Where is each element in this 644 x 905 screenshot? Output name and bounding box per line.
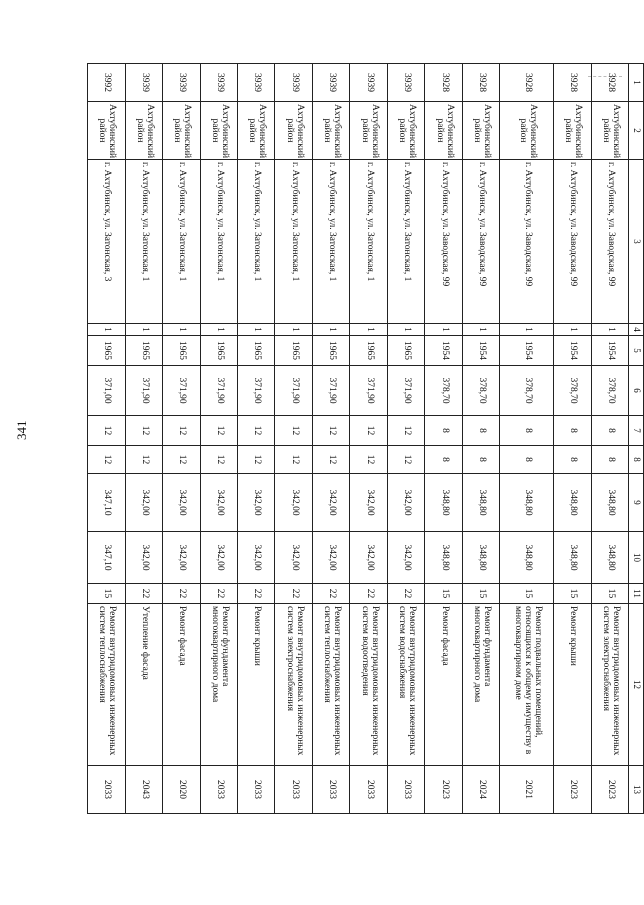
repair-schedule-table: [87, 63, 644, 814]
cell-total-area: 378,70: [591, 366, 628, 416]
cell-district: Ахтубинский район: [387, 102, 424, 160]
cell-year-planned: 2024: [462, 766, 499, 814]
cell-owned-area: 342,00: [312, 532, 349, 584]
table-row: [125, 64, 162, 814]
cell-id: 3939: [350, 64, 387, 102]
table-row: [163, 64, 200, 814]
cell-total-area: 371,90: [200, 366, 237, 416]
cell-year-planned: 2033: [275, 766, 312, 814]
table-row: [275, 64, 312, 814]
cell-total-area: 371,90: [312, 366, 349, 416]
column-number-8: 8: [629, 446, 644, 474]
cell-id: 3939: [163, 64, 200, 102]
cell-owned-area: 348,80: [425, 532, 462, 584]
column-number-13: 13: [629, 766, 644, 814]
cell-total-area: 371,90: [387, 366, 424, 416]
cell-owned-flats: 12: [163, 446, 200, 474]
cell-owned-area: 342,00: [350, 532, 387, 584]
cell-total-area: 378,70: [425, 366, 462, 416]
cell-district: Ахтубинский район: [163, 102, 200, 160]
cell-owned-area: 347,10: [88, 532, 126, 584]
cell-owned-area: 348,80: [500, 532, 554, 584]
cell-work-type: Ремонт фундамента многоквартирного дома: [200, 604, 237, 766]
cell-floors: 1: [163, 324, 200, 336]
cell-district: Ахтубинский район: [125, 102, 162, 160]
cell-district: Ахтубинский район: [350, 102, 387, 160]
cell-work-type: Ремонт фундамента многоквартирного дома: [462, 604, 499, 766]
cell-owned-flats: 8: [591, 446, 628, 474]
cell-owned-area: 348,80: [591, 532, 628, 584]
cell-owned-flats: 12: [350, 446, 387, 474]
cell-district: Ахтубинский район: [200, 102, 237, 160]
cell-year-planned: 2023: [425, 766, 462, 814]
cell-year-planned: 2043: [125, 766, 162, 814]
cell-living-area: 348,80: [462, 474, 499, 532]
cell-year: 1965: [200, 336, 237, 366]
cell-floors: 1: [200, 324, 237, 336]
cell-owned-flats: 12: [125, 446, 162, 474]
cell-work-type: Ремонт крыши: [238, 604, 275, 766]
cell-living-area: 342,00: [275, 474, 312, 532]
cell-floors: 1: [88, 324, 126, 336]
cell-total-area: 371,90: [238, 366, 275, 416]
table-row: [200, 64, 237, 814]
cell-year: 1965: [238, 336, 275, 366]
cell-year: 1954: [425, 336, 462, 366]
cell-owned-area: 342,00: [387, 532, 424, 584]
cell-owned-flats: 12: [88, 446, 126, 474]
cell-residents: 22: [200, 584, 237, 604]
cell-year: 1954: [591, 336, 628, 366]
cell-residents: 22: [275, 584, 312, 604]
cell-residents: 22: [125, 584, 162, 604]
column-number-5: 5: [629, 336, 644, 366]
cell-total-area: 371,90: [163, 366, 200, 416]
cell-residents: 22: [350, 584, 387, 604]
cell-year: 1965: [312, 336, 349, 366]
column-number-7: 7: [629, 416, 644, 446]
rotated-table-container: [0, 63, 644, 799]
cell-flats: 8: [425, 416, 462, 446]
cell-id: 3939: [312, 64, 349, 102]
cell-district: Ахтубинский район: [312, 102, 349, 160]
cell-district: Ахтубинский район: [425, 102, 462, 160]
cell-flats: 12: [238, 416, 275, 446]
cell-address: г. Ахтубинск, ул. Заводская, 99: [425, 160, 462, 324]
cell-work-type: Ремонт внутридомовых инженерных систем электроснабжения: [591, 604, 628, 766]
cell-floors: 1: [350, 324, 387, 336]
cell-owned-area: 342,00: [275, 532, 312, 584]
cell-address: г. Ахтубинск, ул. Затонская, 1: [312, 160, 349, 324]
cell-owned-area: 348,80: [462, 532, 499, 584]
table-row: [387, 64, 424, 814]
cell-work-type: Ремонт внутридомовых инженерных систем теплоснабжения: [312, 604, 349, 766]
cell-id: 3928: [591, 64, 628, 102]
cell-year: 1965: [88, 336, 126, 366]
cell-year: 1954: [462, 336, 499, 366]
cell-flats: 12: [200, 416, 237, 446]
cell-flats: 12: [163, 416, 200, 446]
cell-owned-area: 348,80: [554, 532, 591, 584]
table-row: [425, 64, 462, 814]
table-body: [88, 64, 629, 814]
cell-address: г. Ахтубинск, ул. Затонская, 1: [275, 160, 312, 324]
column-number-12: 12: [629, 604, 644, 766]
cell-floors: 1: [238, 324, 275, 336]
column-number-row: [629, 64, 644, 814]
cell-total-area: 378,70: [500, 366, 554, 416]
table-row: [554, 64, 591, 814]
cell-flats: 8: [591, 416, 628, 446]
cell-work-type: Ремонт фасада: [425, 604, 462, 766]
cell-floors: 1: [591, 324, 628, 336]
cell-address: г. Ахтубинск, ул. Затонская, 1: [200, 160, 237, 324]
cell-year: 1965: [163, 336, 200, 366]
cell-floors: 1: [425, 324, 462, 336]
cell-owned-flats: 12: [387, 446, 424, 474]
cell-residents: 15: [425, 584, 462, 604]
table-row: [500, 64, 554, 814]
cell-flats: 12: [125, 416, 162, 446]
cell-floors: 1: [387, 324, 424, 336]
cell-year: 1954: [554, 336, 591, 366]
table-row: [88, 64, 126, 814]
cell-owned-area: 342,00: [163, 532, 200, 584]
column-number-4: 4: [629, 324, 644, 336]
cell-district: Ахтубинский район: [238, 102, 275, 160]
cell-id: 3992: [88, 64, 126, 102]
cell-flats: 8: [462, 416, 499, 446]
cell-flats: 12: [387, 416, 424, 446]
cell-living-area: 342,00: [312, 474, 349, 532]
cell-address: г. Ахтубинск, ул. Заводская, 99: [591, 160, 628, 324]
cell-district: Ахтубинский район: [500, 102, 554, 160]
cell-floors: 1: [125, 324, 162, 336]
cell-work-type: Ремонт внутридомовых инженерных систем водоотведения: [350, 604, 387, 766]
column-number-6: 6: [629, 366, 644, 416]
cell-work-type: Ремонт подвальных помещений, относящихся к общему имуществу в многоквартирном доме: [500, 604, 554, 766]
cell-total-area: 378,70: [462, 366, 499, 416]
cell-work-type: Ремонт внутридомовых инженерных систем теплоснабжения: [88, 604, 126, 766]
cell-year-planned: 2033: [387, 766, 424, 814]
table-row: [312, 64, 349, 814]
column-number-11: 11: [629, 584, 644, 604]
cell-flats: 12: [88, 416, 126, 446]
cell-floors: 1: [554, 324, 591, 336]
cell-residents: 15: [554, 584, 591, 604]
cell-id: 3928: [462, 64, 499, 102]
cell-residents: 22: [238, 584, 275, 604]
cell-year: 1954: [500, 336, 554, 366]
cell-living-area: 342,00: [200, 474, 237, 532]
cell-living-area: 342,00: [163, 474, 200, 532]
cell-owned-area: 342,00: [238, 532, 275, 584]
cell-year: 1965: [125, 336, 162, 366]
cell-id: 3939: [275, 64, 312, 102]
cell-address: г. Ахтубинск, ул. Затонская, 1: [163, 160, 200, 324]
cell-flats: 12: [275, 416, 312, 446]
cell-owned-flats: 12: [275, 446, 312, 474]
table-row: [462, 64, 499, 814]
cell-id: 3928: [554, 64, 591, 102]
cell-owned-flats: 8: [462, 446, 499, 474]
cell-address: г. Ахтубинск, ул. Затонская, 1: [350, 160, 387, 324]
column-number-2: 2: [629, 102, 644, 160]
table-row: [238, 64, 275, 814]
table-row: [350, 64, 387, 814]
cell-total-area: 378,70: [554, 366, 591, 416]
page-number: 341: [14, 420, 29, 440]
cell-living-area: 348,80: [500, 474, 554, 532]
cell-district: Ахтубинский район: [554, 102, 591, 160]
cell-district: Ахтубинский район: [591, 102, 628, 160]
cell-address: г. Ахтубинск, ул. Заводская, 99: [554, 160, 591, 324]
column-number-10: 10: [629, 532, 644, 584]
cell-residents: 15: [500, 584, 554, 604]
cell-residents: 22: [163, 584, 200, 604]
cell-living-area: 348,80: [591, 474, 628, 532]
cell-total-area: 371,00: [88, 366, 126, 416]
cell-flats: 12: [312, 416, 349, 446]
cell-owned-flats: 8: [425, 446, 462, 474]
cell-residents: 22: [387, 584, 424, 604]
cell-living-area: 347,10: [88, 474, 126, 532]
cell-id: 3928: [425, 64, 462, 102]
cell-floors: 1: [312, 324, 349, 336]
cell-flats: 8: [554, 416, 591, 446]
cell-residents: 15: [591, 584, 628, 604]
cell-year-planned: 2033: [238, 766, 275, 814]
cell-id: 3939: [200, 64, 237, 102]
cell-address: г. Ахтубинск, ул. Затонская, 3: [88, 160, 126, 324]
column-number-9: 9: [629, 474, 644, 532]
cell-owned-area: 342,00: [200, 532, 237, 584]
cell-living-area: 342,00: [125, 474, 162, 532]
cell-owned-flats: 12: [200, 446, 237, 474]
cell-year-planned: 2033: [200, 766, 237, 814]
cell-residents: 15: [88, 584, 126, 604]
table-row: [591, 64, 628, 814]
cell-flats: 8: [500, 416, 554, 446]
cell-year-planned: 2020: [163, 766, 200, 814]
cell-residents: 22: [312, 584, 349, 604]
cell-flats: 12: [350, 416, 387, 446]
cell-residents: 15: [462, 584, 499, 604]
cell-floors: 1: [275, 324, 312, 336]
cell-district: Ахтубинский район: [88, 102, 126, 160]
column-number-3: 3: [629, 160, 644, 324]
cell-floors: 1: [500, 324, 554, 336]
cell-address: г. Ахтубинск, ул. Заводская, 99: [500, 160, 554, 324]
cell-owned-flats: 8: [500, 446, 554, 474]
cell-total-area: 371,90: [350, 366, 387, 416]
cell-living-area: 342,00: [387, 474, 424, 532]
cell-year: 1965: [350, 336, 387, 366]
cell-floors: 1: [462, 324, 499, 336]
cell-work-type: Ремонт внутридомовых инженерных систем электроснабжения: [275, 604, 312, 766]
cell-address: г. Ахтубинск, ул. Затонская, 1: [238, 160, 275, 324]
column-number-1: 1: [629, 64, 644, 102]
cell-work-type: Утепление фасада: [125, 604, 162, 766]
cell-year: 1965: [275, 336, 312, 366]
cell-address: г. Ахтубинск, ул. Заводская, 99: [462, 160, 499, 324]
cell-year-planned: 2033: [350, 766, 387, 814]
cell-owned-flats: 8: [554, 446, 591, 474]
cell-living-area: 348,80: [425, 474, 462, 532]
cell-address: г. Ахтубинск, ул. Затонская, 1: [125, 160, 162, 324]
cell-year-planned: 2033: [88, 766, 126, 814]
cell-year: 1965: [387, 336, 424, 366]
cell-district: Ахтубинский район: [462, 102, 499, 160]
cell-district: Ахтубинский район: [275, 102, 312, 160]
cell-id: 3939: [238, 64, 275, 102]
cell-work-type: Ремонт внутридомовых инженерных систем водоснабжения: [387, 604, 424, 766]
cell-total-area: 371,90: [125, 366, 162, 416]
cell-id: 3939: [125, 64, 162, 102]
cell-living-area: 342,00: [350, 474, 387, 532]
cell-living-area: 342,00: [238, 474, 275, 532]
cell-year-planned: 2033: [312, 766, 349, 814]
cell-living-area: 348,80: [554, 474, 591, 532]
cell-year-planned: 2023: [591, 766, 628, 814]
cell-id: 3939: [387, 64, 424, 102]
cell-total-area: 371,90: [275, 366, 312, 416]
cell-work-type: Ремонт фасада: [163, 604, 200, 766]
cell-owned-area: 342,00: [125, 532, 162, 584]
cell-year-planned: 2021: [500, 766, 554, 814]
cell-address: г. Ахтубинск, ул. Затонская, 1: [387, 160, 424, 324]
cell-owned-flats: 12: [238, 446, 275, 474]
cell-owned-flats: 12: [312, 446, 349, 474]
cell-work-type: Ремонт крыши: [554, 604, 591, 766]
cell-year-planned: 2023: [554, 766, 591, 814]
cell-id: 3928: [500, 64, 554, 102]
